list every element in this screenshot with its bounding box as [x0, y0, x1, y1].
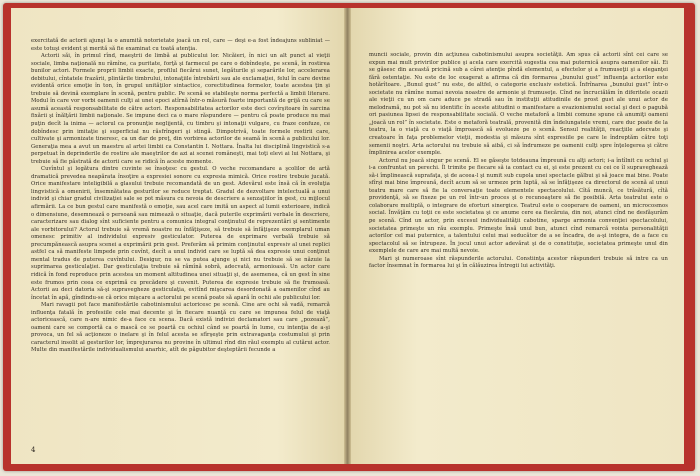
paragraph: Cuvîntul şi legătura dintre cuvinte se însoţesc cu gestul. O veche recomandare a şcolilor de artă dramatică prevedea neapărata însoţire a expresiei sonore cu expresia mimică. Orice rostire trebuie jucată. Orice manifestare inteligibilă a glasului trebuie recomandată de un gest. Adevărul este însă că în evoluţia lingvistică a omenirii, însemnătatea gesturilor se reduce treptat. Gradul de dezvoltare intelectuală a unui individ şi chiar gradul civilizaţiei sale se pot măsura cu nevoia de descriere a senzaţiilor în gest, cu mijlocul afirmării. La ce bun gestul care manifestă o emoţie, sau acel care imită un aspect al lumii exterioare, indică o dimensiune, desemnează o persoană sau mimează o situaţie, dacă puterile exprimării verbale în descriere, caracterizare sau dialog sînt suficiente pentru a comunica integral conţinutul de reprezentări şi sentimente ale vorbitorului? Actorul trebuie să vremă noastre nu înfăţişeze, să trebuie să înfăţişeze exemplarul uman omenesc primitiv al individului expresiv gesticulator. Puterea de exprimare verbală trebuie să precumpănească asupra scenei a exprimării prin gest. Preferăm să primim conţinutul expresiv al unei replici astfel ca să manifeste limpede prin cuvînt, decît a unul individ care se luptă să dea expresie unui conţinut mental tradus de puterea cuvîntului. Desigur, nu se va putea ajunge şi nici nu trebuie să se năzuie la suprimarea gesticulaţiei. Dar gesticulaţia trebuie să rămînă sobră, adecvată, armonioasă. Un actor care ridică în fond reproduce prin acestea un moment altitudinea unei situaţii şi, de asemenea, că un gest în sine este frumos prin ceea ce exprimă cu precădere şi cuvenit. Puterea de expresie trebuie să fie frumoasă. Actorii au deci datoria să-şi supravegheze gesticulaţia, evitînd mişcarea desordonată a oamenilor cînd au încetat în apă, gîndindu-se că orice mişcare a actorului pe scenă poate să apară în ochii ale publicului lor.	[31, 166, 330, 301]
paragraph: Mari şi numeroase sînt răspunderile actorului. Constiinţa acestor răspunderi trebuie să intre ca un factor însemnat în formarea lui şi în călăuzirea întregii lui activităţi.	[369, 255, 668, 270]
paragraph: muncii sociale, provin din acţiunea cabotinismului asupra societăţii. Am spus că actorii sînt cei care se expun mai mult privirilor publice şi acela care exercită sugestia cea mai puternică asupra oamenilor săi. Ei se găsesc din această pricină sub a cărei atenţie pîndă elementul, a efectelor şi a frumuseţii şi a eleganţei fără ostentaţie. Nu este de loc exagerat a afirma că din formarea „bunului gust” influenţa actorilor este hotărîtoare. „Bunul gust” nu este, de altfel, o categorie exclusiv estetică. Înfrînarea „bunului gust” într-o societate nu rămîne numai nevoia noastre de armonie şi frumuseţe. Cînd ne încruciălăm în diferitele ocazii ale vieţii cu un om care aduce pe stradă sau în instituţii atitudinile de prost gust ale unui actor de melodramă, nu pot să nu identific în aceste atitudini o manifestare a evazionismului social şi deci o pagubă ori pasiunea lipsei de responsabilitate socială. O veche metaforă a limbii comune spune că anumiţi oameni „joacă un rol” în societate. Este o metaforă teatrală, provenită din îndelungatele vremi, care duc poate de la teatru, la o viaţă cu o viaţă împroască să evolueze pe o scenă. Sensul realităţii, reacţiile adecvate şi creatoare în faţa problemelor vieţii, modestia şi măsura sînt expresiile pe care le îndreptăm către toţi semenii noştri. Arta actorului nu trebuie să aibă, ci să îndrumeze pe oamenii culţi spre înţelegerea şi către împlinirea acelor exemple.	[369, 52, 668, 157]
right-page	[351, 8, 684, 464]
paragraph: exercitată de actorii ajunşi la o anumită notorietate joacă un rol, care — deşi e-a fost îndeajuns subliniat — este totuşi evident şi merită să fie examinat cu toată atenţia.	[31, 38, 330, 52]
paragraph: Actorul nu joacă singur pe scenă. El se găseşte totdeauna împreună cu alţi actori; i-a întîlnit cu ochiul şi i-a confruntat un perechi. Îl trimite pe fiecare să ia contact cu ei, şi este prezent cu cei ce îl supraveghează să-i împlinească suprafaţa, şi de aceea-l şi numit sub cupola unei spectacle gălbui şi să joace mai bine. Poate sfîrşi mai bine împreună, decît acum să se urmeze prin luptă, să se înfăţişeze ca directorul de scenă al unui teatru mare care să fie la conversaţie toate elementele spectacolului. Cîtă muncă, ce trăsătură, cîtă providenţă, să se fixeze pe un rol într-un proces şi o recunoaştere să fie posibilă. Arta teatrului este o colaborare multiplă, o integrare de eforturi sinergice. Teatrul este o cooperare de oameni, un microcosmos social. Învăţăm cu toţii ce este societatea şi ce anume cere ea fiecăruia, din noi, atunci cînd ne desfăşurăm pe scenă. Cînd un actor, prin excesul individualităţii cabotine, sparge armonia convenţiei spectacolului, societatea primeşte un rău exemplu. Primeşte însă unul bun, atunci cînd remarcă vointa personalităţii actorilor cel mai puternice, a talentului celui mai seducător de a se încadra, de a-şi integra, de a face cu spectacolul să se întrupeze. În jocul unui actor adevărat şi de o constituţie, societatea primeşte unul din exemplele de care are mai multă nevoie.	[369, 157, 668, 255]
book-gutter	[344, 8, 351, 464]
paragraph: Actorii săi, în primul rînd, maeştrii de limbă ai publicului lor. Nicăieri, în nici un alt punct al vieţii sociale, limba naţională nu rămîne, ca puritate, forţă şi farmecul pe care o dobîndeşte, pe scenă, în rostirea bunilor actori. Formele proprii limbii exacte, profilul fiecărui sunet, legăturile şi separările lor, accelerarea debitului, cîntatele frazării, plintările timbrului, intonaţiile întrebării sau ale exclamaţiei, felul în care devine evidentă orice emoţie în ton, în grupul unităţilor sintactice, corectitudinea formelor, toate acestea ţin şi trebuie să devină exemplare în scenă, pentru public. Pe scenă se stabileşte norma perfectă a limbii literare. Modul în care vor vorbi oamenii culţi ai unei epoci atîrnă într-o măsură foarte importantă de grijă cu care se asumă această responsabilitate de către actori. Responsabilitatea actorilor este deci covîrşitoare în sarcina fixării şi înălţării limbii naţionale. Se impune deci ca o mare răspundere — pentru că poate produce nu mai puţin decît la inima — actorul ca pronunţie neglijentă, cu timbru şi intonaţii vulgare, cu fraze confuze, ce dobîndesc prin imitaţie şi superficial nu răsfrîngeri şi stingă. Dimpotrivă, toate formele rostirii care, cultivate şi armonizate tineresc, ca un dar de preţ, din vorbirea actorilor de seamă în scenă a publicului lor. Generaţia mea a avut un maestru al artei limbii ca Constantin I. Nottara. Înalta lui disciplină lingvistică s-a perpetuat în deprinderile de rostire ale maeştrilor de azi ai scenei româneşti, mai toţi elevi ai lui Nottara, şi trebuie să fie păstrată de actorii care se ridică în aceste momente.	[31, 53, 330, 165]
page-number: 4	[31, 446, 36, 454]
paragraph: Mari ravagii pot face manifestările cabotinismului actoricesc pe scenă. Cine are ochi să vadă, remarcă influenţa fatală în profesiile cele mai decente şi în fiecare nuanţă cu care se impunea felul de viaţă actoricească, care n-are nimic de-a face cu scena. Dacă există indivizi declamatori sau care „pozează”, oameni care se comportă ca o mască ce se poartă cu ochiul când se poartă în lume, cu intenţia de a-şi provoca, un fel să acţioneze o inelare şi în felul acesta se sfîrşeşte prin extravaganţa costumului şi prin caracterul insolit al gesturilor lor, împrejurarea nu provine în ultimul rînd din răul exemplu al cutărui actor. Multe din manifestările individualismului anarhic, atît de păgubitor deşteptării fecunde a	[31, 302, 330, 354]
left-page	[11, 8, 344, 464]
left-page-text	[31, 38, 330, 355]
book-spread	[3, 3, 695, 471]
right-page-text	[369, 52, 668, 271]
